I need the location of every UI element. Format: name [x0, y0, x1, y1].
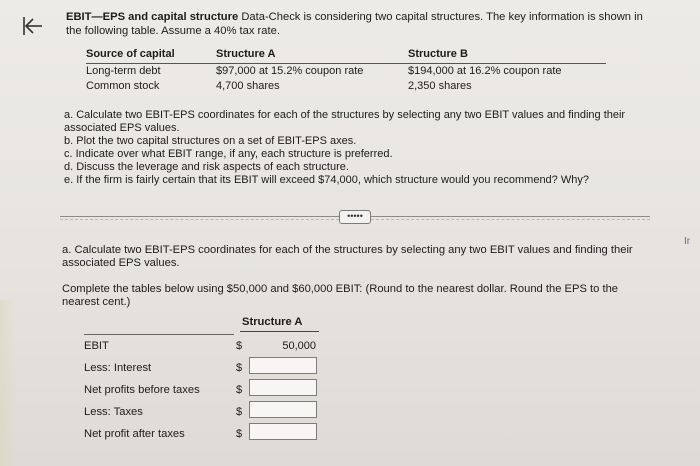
question-parts: [64, 109, 654, 187]
capital-structure-table: [86, 47, 606, 94]
currency-sign: $: [236, 428, 243, 440]
row-label-npbt: Net profits before taxes: [84, 384, 200, 396]
ebit-value: 50,000: [282, 340, 316, 352]
table-row: [86, 64, 606, 79]
part-a-prompt-line1: a. Calculate two EBIT-EPS coordinates for each of the structures by selecting any two EBIT values and finding their: [62, 244, 633, 256]
cell-debt-label: Long-term debt: [86, 65, 161, 77]
cell-debt-b: $194,000 at 16.2% coupon rate: [408, 65, 562, 77]
part-a-text-cont: associated EPS values.: [64, 122, 180, 134]
header-source: Source of capital: [86, 48, 175, 60]
part-c-text: c. Indicate over what EBIT range, if any, each structure is preferred.: [64, 148, 393, 160]
part-d-text: d. Discuss the leverage and risk aspects of each structure.: [64, 161, 349, 173]
part-a-text: a. Calculate two EBIT-EPS coordinates for each of the structures by selecting any two EBIT values and finding their: [64, 109, 626, 121]
table-row: [86, 79, 606, 94]
back-arrow-icon[interactable]: [18, 12, 46, 40]
question-intro-line1: Data-Check is considering two capital structures. The key information is shown in: [241, 11, 643, 23]
header-structure-a: Structure A: [216, 48, 276, 60]
edge-text: Ir: [684, 236, 691, 247]
currency-sign: $: [236, 340, 243, 352]
row-label-taxes: Less: Taxes: [84, 406, 143, 418]
left-shade: [0, 300, 16, 466]
currency-sign: $: [236, 384, 243, 396]
currency-sign: $: [236, 362, 243, 374]
part-a-prompt-line2: associated EPS values.: [62, 257, 180, 269]
cell-stock-a: 4,700 shares: [216, 80, 280, 92]
instructions-line1: Complete the tables below using $50,000 and $60,000 EBIT: (Round to the nearest dollar. Round the EPS to the: [62, 283, 619, 295]
row-label-npat: Net profit after taxes: [84, 428, 185, 440]
row-label-interest: Less: Interest: [84, 362, 152, 374]
part-b-text: b. Plot the two capital structures on a set of EBIT-EPS axes.: [64, 135, 357, 147]
question-title: EBIT—EPS and capital structure: [66, 11, 239, 23]
part-a-prompt: [62, 244, 662, 270]
instructions-line2: nearest cent.): [62, 296, 131, 308]
table-header-row: [86, 47, 606, 64]
npbt-input[interactable]: [249, 379, 317, 396]
question-intro-line2: the following table. Assume a 40% tax rate.: [66, 25, 280, 37]
expand-more-button[interactable]: •••••: [339, 210, 371, 224]
header-structure-b: Structure B: [408, 48, 468, 60]
interest-input[interactable]: [249, 357, 317, 374]
cell-stock-label: Common stock: [86, 80, 160, 92]
npat-input[interactable]: [249, 423, 317, 440]
heading-underline: [240, 331, 319, 332]
answer-table-heading: Structure A: [242, 316, 303, 328]
cell-debt-a: $97,000 at 15.2% coupon rate: [216, 65, 364, 77]
taxes-input[interactable]: [249, 401, 317, 418]
row-label-ebit: EBIT: [84, 340, 109, 352]
part-e-text: e. If the firm is fairly certain that its EBIT will exceed $74,000, which structure would you recommend? Why?: [64, 174, 589, 186]
cell-stock-b: 2,350 shares: [408, 80, 472, 92]
ebit-rule: [84, 334, 234, 335]
instructions: [62, 283, 662, 309]
question-intro: [66, 10, 666, 38]
currency-sign: $: [236, 406, 243, 418]
